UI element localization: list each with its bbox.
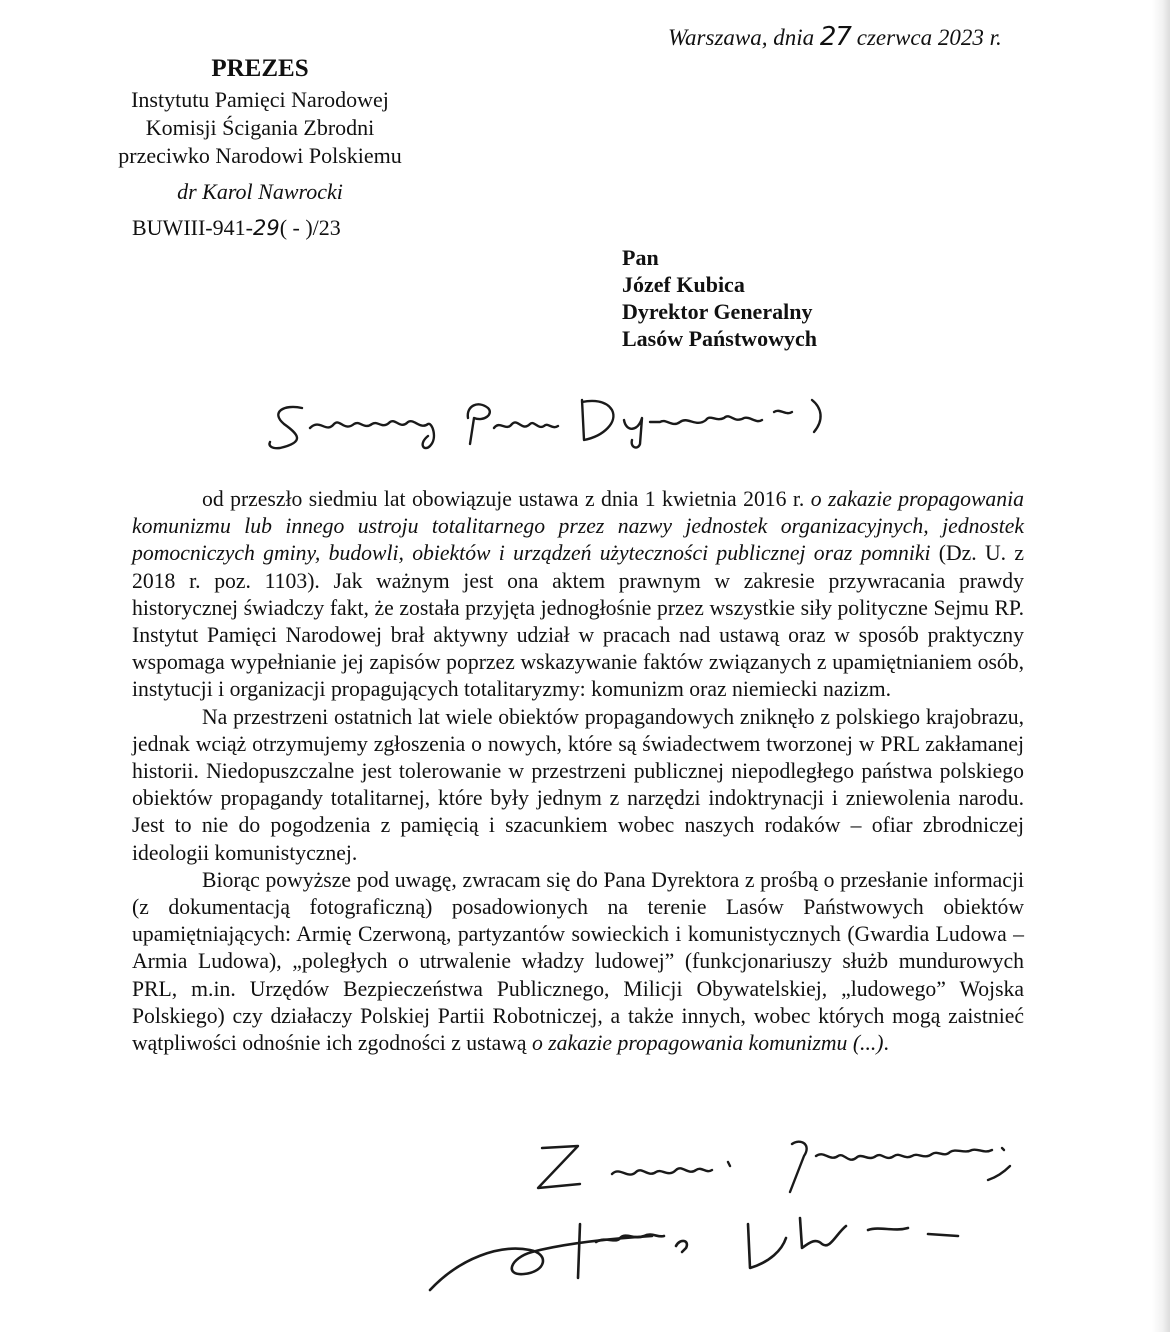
reference-suffix: ( - )/23 [279,215,341,240]
recipient-line: Pan [622,245,659,270]
handwritten-signature [420,1188,980,1308]
sender-name: dr Karol Nawrocki [177,179,343,204]
dateline [668,22,1002,52]
sender-org-line: Komisji Ścigania Zbrodni [145,115,375,140]
paragraph-text: Biorąc powyższe pod uwagę, zwracam się do Pana Dyrektora z prośbą o przesłanie informacji (z dokumentacją fotograficzną) posadowionych na terenie Lasów Państwowych obiektów upamiętniających: Armię Czerwoną, partyzantów sowieckich i komunistycznych (Gwardia Ludowa – Armia Ludowa), „poległych o utrwalenie władzy ludowej” (funkcjonariuszy służb mundurowych PRL, m.in. Urzędów Bezpieczeństwa Publicznego, Milicji Obywatelskiej, „ludowego” Wojska Polskiego) czy działaczy Polskiej Partii Robotniczej, a także innych, wobec których mogą zaistnieć wątpliwości odnośnie ich zgodności z ustawą [132,867,1024,1056]
dateline-prefix: Warszawa, dnia [668,25,820,50]
paragraph-text: . [883,1031,889,1056]
letter-body [132,486,1024,1057]
sender-header [95,52,425,206]
body-paragraph [132,867,1024,1057]
recipient-address [622,244,817,352]
sender-org-line: przeciwko Narodowi Polskiemu [118,143,402,168]
dateline-handwritten-day: 27 [819,22,851,52]
act-title: o zakazie propagowania komunizmu lub innego ustroju totalitarnego przez nazwy jednostek organizacyjnych, jednostek pomocniczych gminy, budowli, obiektów i urządzeń użyteczności publicznej oraz pomniki [132,487,1024,566]
reference-prefix: BUWIII-941- [132,215,253,240]
recipient-title: Dyrektor Generalny [622,299,813,324]
recipient-organization: Lasów Państwowych [622,326,817,351]
sender-org-line: Instytutu Pamięci Narodowej [131,87,389,112]
dateline-suffix: czerwca 2023 r. [850,25,1002,50]
body-paragraph: Na przestrzeni ostatnich lat wiele obiektów propagandowych zniknęło z polskiego krajobrazu, jednak wciąż otrzymujemy zgłoszenia o nowych, które są świadectwem tworzonej w PRL zakłamanej historii. Niedopuszczalne jest tolerowanie w przestrzeni publicznej niepodległego państwa polskiego obiektów propagandy totalitarnej, które były jednym z narzędzi indoktrynacji i zniewolenia narodu. Jest to nie do pogodzenia z pamięcią i szacunkiem wobec naszych rodaków – ofiar zbrodniczej ideologii komunistycznej. [132,704,1024,865]
paragraph-text: (Dz. U. z 2018 r. poz. 1103). Jak ważnym jest ona aktem prawnym w zakresie przywracania prawdy historycznej świadczy fakt, że została przyjęta jednogłośnie przez wszystkie siły polityczne Sejmu RP. Instytut Pamięci Narodowej brał aktywny udział w pracach nad ustawą oraz w sposób praktyczny wspomaga wypełnianie jej zapisów poprzez wskazywanie faktów związanych z upamiętnianiem osób, instytucji i organizacji propagujących totalitaryzmy: komunizm oraz niemiecki nazizm. [132,541,1024,702]
act-title: o zakazie propagowania komunizmu (...) [531,1031,884,1056]
reference-handwritten-number: 29 [252,216,280,240]
paragraph-text: od przeszło siedmiu lat obowiązuje ustawa z dnia 1 kwietnia 2016 r. [202,487,811,511]
recipient-name: Józef Kubica [622,272,745,297]
handwritten-salutation [262,378,842,458]
sender-role: PREZES [211,55,309,82]
body-paragraph [132,486,1024,704]
page-edge-shadow [1152,0,1170,1332]
reference-number [132,215,341,241]
